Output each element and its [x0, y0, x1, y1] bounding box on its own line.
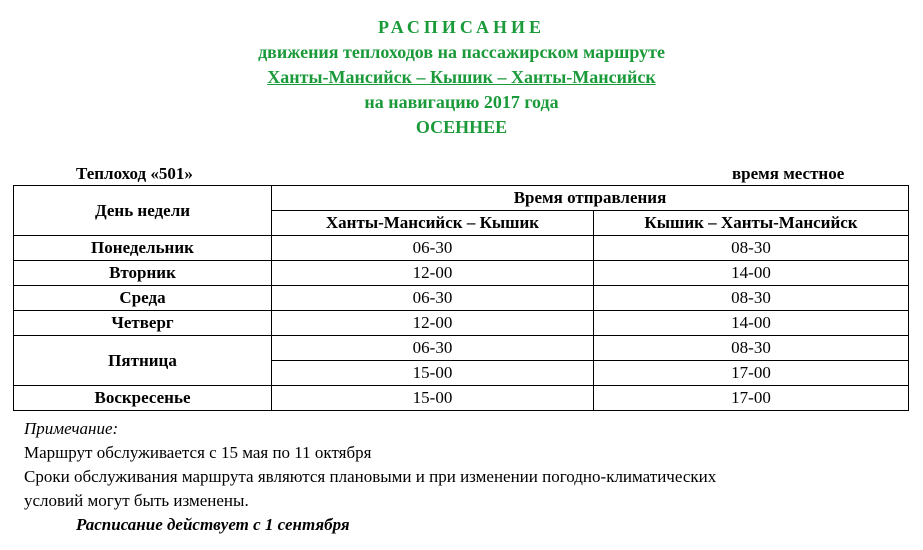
schedule-table: [13, 185, 909, 411]
table-row: [14, 336, 909, 361]
departure-cell-1: 06-30: [272, 236, 594, 261]
departure-cell-2: 08-30: [594, 236, 909, 261]
departure-cell-1: 15-00: [272, 386, 594, 411]
table-row: [14, 311, 909, 336]
notes-line-2: Сроки обслуживания маршрута являются плановыми и при изменении погодно-климатических: [24, 467, 717, 486]
departure-cell-2: 17-00: [594, 361, 909, 386]
departure-cell-2: 17-00: [594, 386, 909, 411]
departure-cell-2: 08-30: [594, 336, 909, 361]
column-header-direction-1: Ханты-Мансийск – Кышик: [272, 211, 594, 236]
local-time-note: время местное: [732, 164, 845, 183]
route-name: Ханты-Мансийск – Кышик – Ханты-Мансийск: [267, 67, 656, 87]
notes-line-1: Маршрут обслуживается с 15 мая по 11 октября: [24, 443, 372, 462]
column-header-departure: Время отправления: [272, 186, 909, 211]
departure-cell-1: 15-00: [272, 361, 594, 386]
schedule-title: РАСПИСАНИЕ: [378, 17, 545, 37]
departure-cell-1: 12-00: [272, 311, 594, 336]
column-header-day: День недели: [14, 186, 272, 236]
column-header-direction-2: Кышик – Ханты-Мансийск: [594, 211, 909, 236]
table-row: [14, 261, 909, 286]
day-cell: Четверг: [14, 311, 272, 336]
table-header-row: [14, 186, 909, 211]
ship-label: Теплоход «501»: [76, 164, 193, 183]
schedule-subtitle: движения теплоходов на пассажирском маршруте: [258, 42, 665, 62]
departure-cell-2: 08-30: [594, 286, 909, 311]
table-row: [14, 236, 909, 261]
day-cell: Воскресенье: [14, 386, 272, 411]
departure-cell-2: 14-00: [594, 261, 909, 286]
season-label: ОСЕННЕЕ: [415, 117, 508, 137]
navigation-year: на навигацию 2017 года: [364, 92, 559, 112]
departure-cell-1: 06-30: [272, 336, 594, 361]
table-row: [14, 286, 909, 311]
departure-cell-1: 06-30: [272, 286, 594, 311]
day-cell: Среда: [14, 286, 272, 311]
valid-from-note: Расписание действует с 1 сентября: [76, 515, 350, 534]
notes-label: Примечание:: [24, 419, 119, 438]
table-row: [14, 386, 909, 411]
departure-cell-1: 12-00: [272, 261, 594, 286]
day-cell: Вторник: [14, 261, 272, 286]
departure-cell-2: 14-00: [594, 311, 909, 336]
day-cell: Понедельник: [14, 236, 272, 261]
notes-line-3: условий могут быть изменены.: [24, 491, 249, 510]
day-cell: Пятница: [14, 336, 272, 386]
